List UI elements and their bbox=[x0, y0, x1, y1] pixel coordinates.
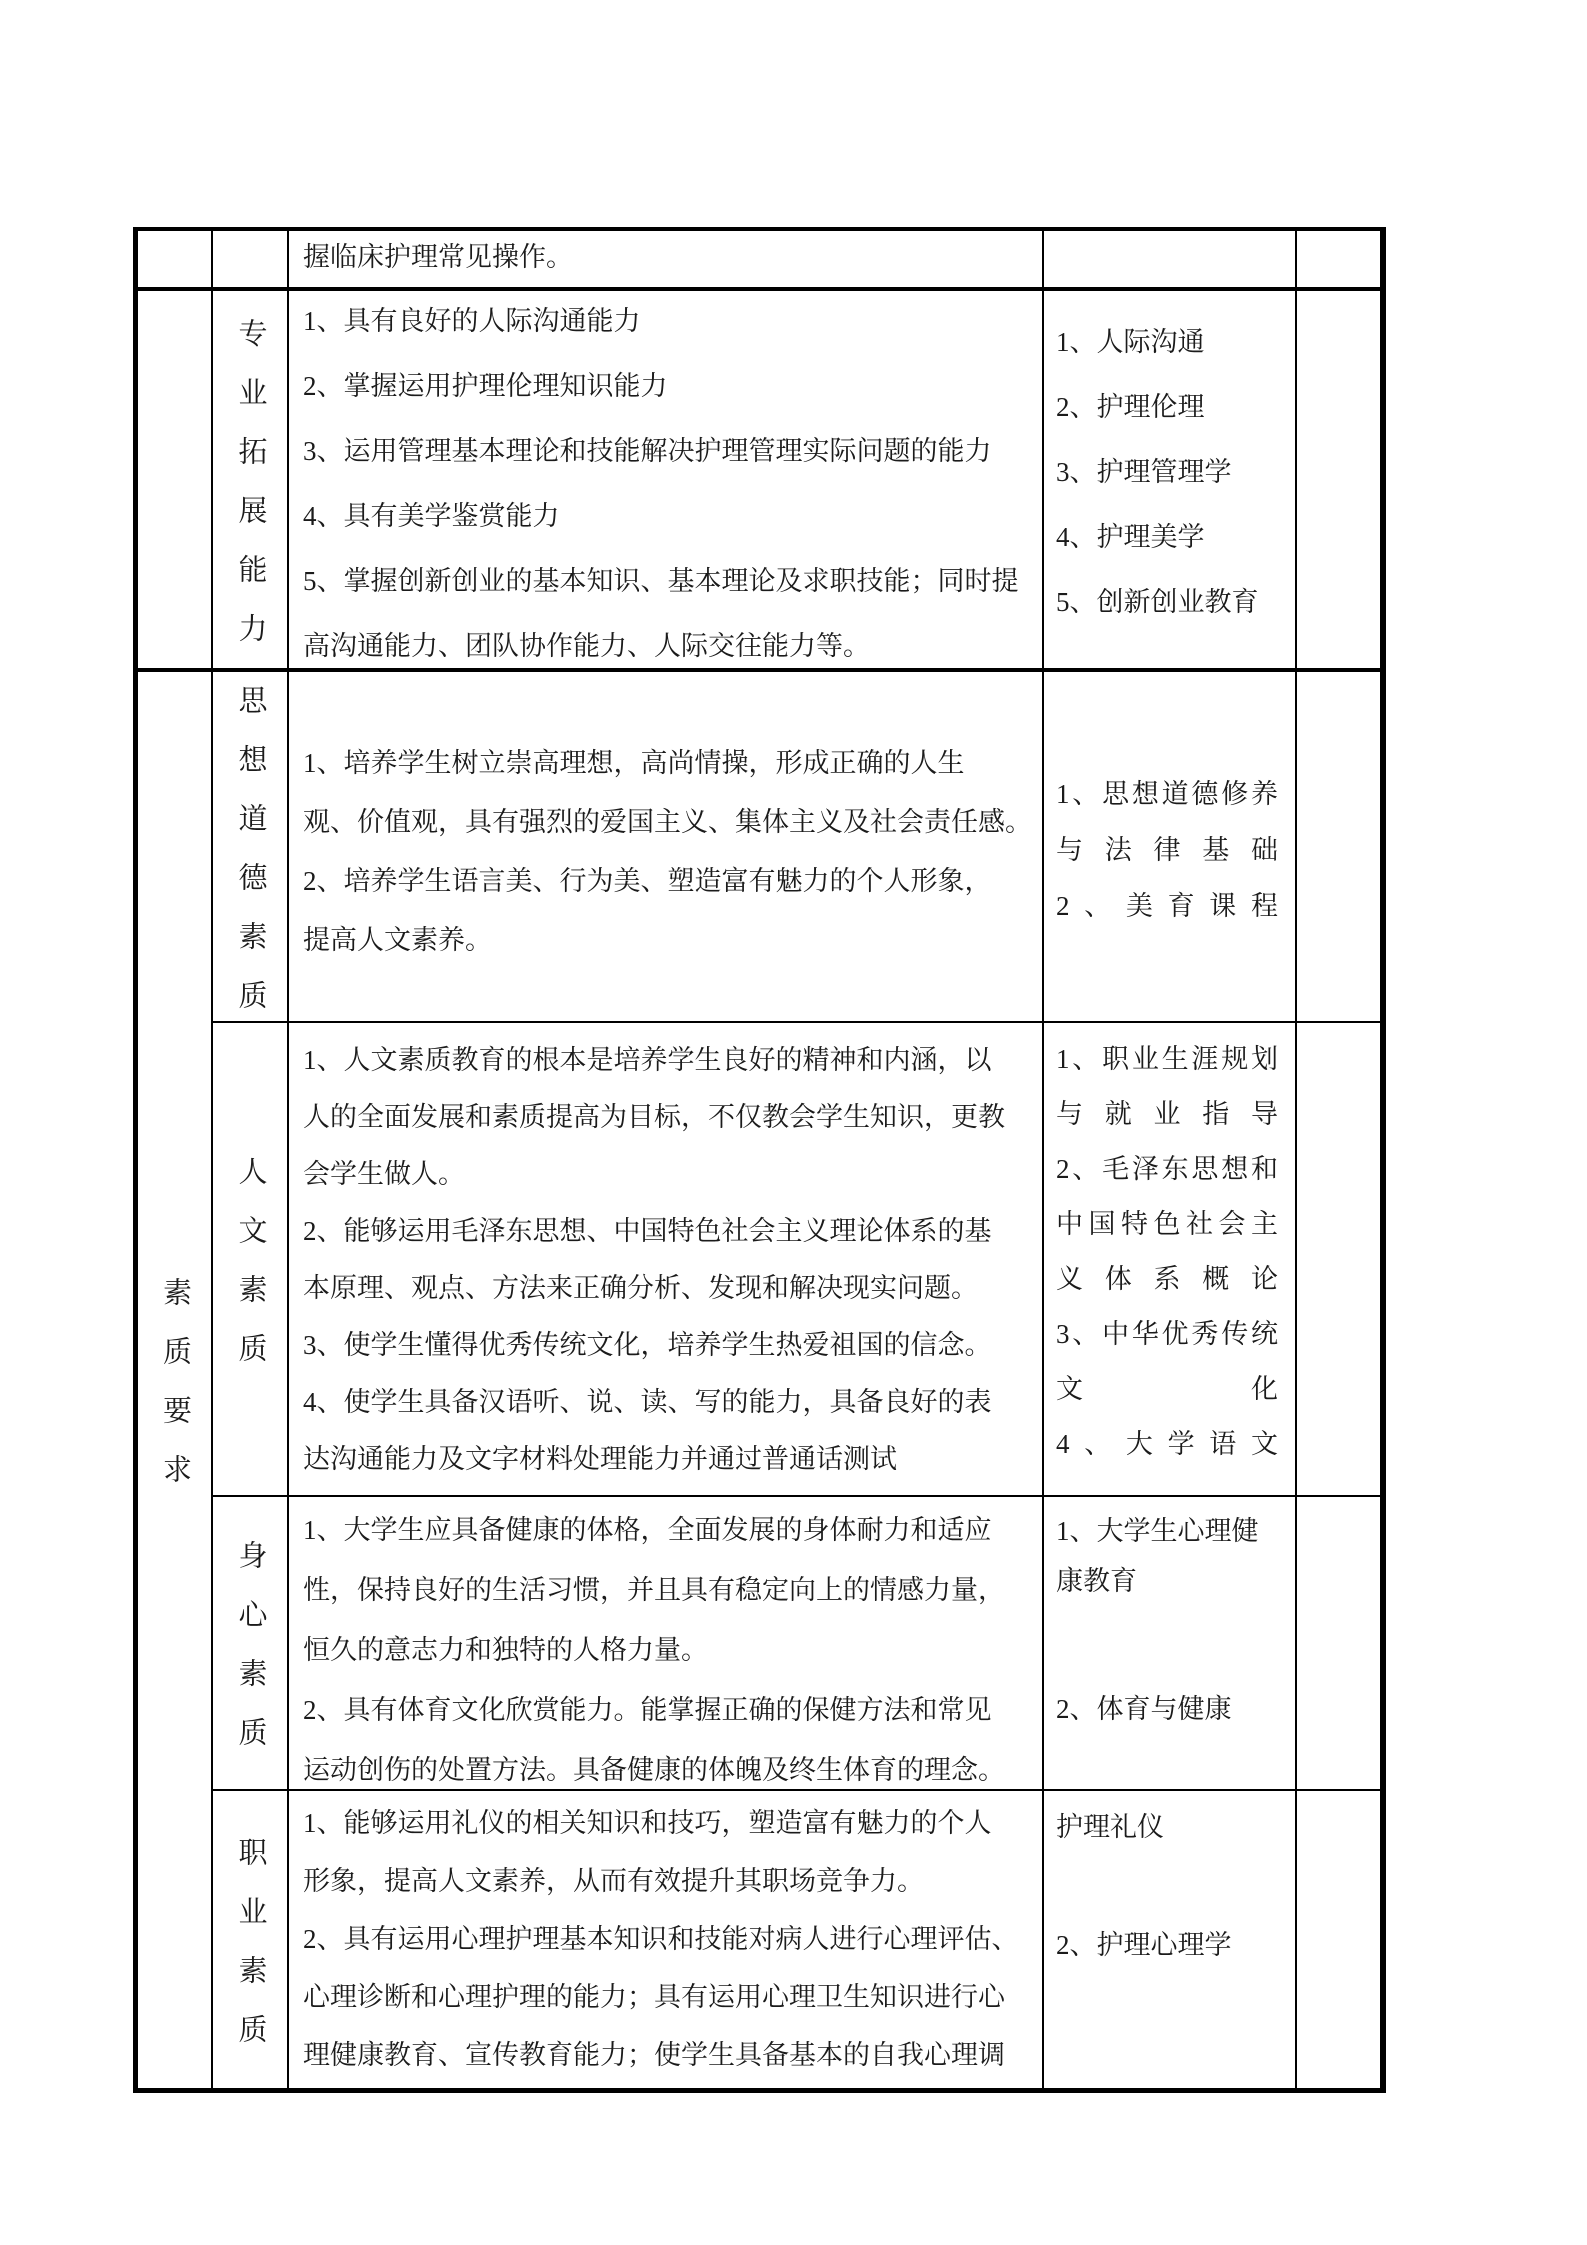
cell-continuation-text bbox=[303, 240, 1043, 274]
text-line: 人的全面发展和素质提高为目标，不仅教会学生知识，更教 bbox=[303, 1102, 1005, 1132]
text-line: 1、职业生涯规划 bbox=[1056, 1044, 1278, 1074]
vertical-label: 专业拓展能力 bbox=[234, 317, 267, 672]
text-line: 1、培养学生树立崇高理想，高尚情操，形成正确的人生 bbox=[303, 748, 965, 778]
text-line: 1、能够运用礼仪的相关知识和技巧，塑造富有魅力的个人 bbox=[303, 1808, 992, 1838]
text-line: 形象，提高人文素养，从而有效提升其职场竞争力。 bbox=[303, 1866, 924, 1896]
text-line: 护理礼仪 bbox=[1056, 1812, 1164, 1842]
text-line: 4、大学语文 bbox=[1056, 1429, 1278, 1459]
text-line: 运动创伤的处置方法。具备健康的体魄及终生体育的理念。 bbox=[303, 1755, 1005, 1785]
text-line: 观、价值观，具有强烈的爱国主义、集体主义及社会责任感。 bbox=[303, 807, 1032, 837]
cell-physical-mental-requirements bbox=[303, 1500, 1043, 1800]
cell-ideological-moral-courses bbox=[1056, 766, 1278, 934]
text-line: 2、掌握运用护理伦理知识能力 bbox=[303, 371, 668, 401]
text-line: 本原理、观点、方法来正确分析、发现和解决现实问题。 bbox=[303, 1273, 978, 1303]
text-line: 1、具有良好的人际沟通能力 bbox=[303, 306, 641, 336]
text-line: 2、具有运用心理护理基本知识和技能对病人进行心理评估、 bbox=[303, 1924, 1019, 1954]
cell-professional-quality-course-1 bbox=[1056, 1800, 1278, 1855]
vertical-label: 身心素质 bbox=[234, 1540, 267, 1776]
text-line: 1、人文素质教育的根本是培养学生良好的精神和内涵，以 bbox=[303, 1045, 992, 1075]
cell-humanistic-requirements bbox=[303, 1032, 1043, 1488]
table-border-top bbox=[133, 227, 1386, 231]
row-label-professional-quality bbox=[213, 1791, 287, 2088]
column-divider bbox=[1295, 231, 1297, 2088]
text-line: 4、护理美学 bbox=[1056, 522, 1205, 552]
vertical-label: 素质要求 bbox=[159, 1277, 191, 1513]
text-line: 3、护理管理学 bbox=[1056, 457, 1232, 487]
text-line: 2、具有体育文化欣赏能力。能掌握正确的保健方法和常见 bbox=[303, 1695, 992, 1725]
text-line: 与法律基础 bbox=[1056, 835, 1278, 865]
text-line: 义体系概论 bbox=[1056, 1264, 1278, 1294]
text-line: 达沟通能力及文字材料处理能力并通过普通话测试 bbox=[303, 1444, 897, 1474]
text-line: 性，保持良好的生活习惯，并且具有稳定向上的情感力量， bbox=[303, 1575, 1005, 1605]
row-label-ideological-moral-quality bbox=[213, 672, 287, 1039]
text-line: 1、大学生心理健 bbox=[1056, 1516, 1259, 1546]
cell-humanistic-courses bbox=[1056, 1032, 1278, 1472]
table-border-bottom bbox=[133, 2088, 1386, 2093]
cell-professional-quality-requirements bbox=[303, 1794, 1043, 2084]
text-line: 5、创新创业教育 bbox=[1056, 587, 1259, 617]
text-line: 康教育 bbox=[1056, 1566, 1137, 1596]
cell-physical-mental-course-1 bbox=[1056, 1506, 1278, 1606]
text-line: 中国特色社会主 bbox=[1056, 1209, 1278, 1239]
row-label-professional-expansion bbox=[213, 291, 287, 672]
text-line: 心理诊断和心理护理的能力；具有运用心理卫生知识进行心 bbox=[303, 1982, 1005, 2012]
text-line: 恒久的意志力和独特的人格力量。 bbox=[303, 1635, 708, 1665]
cell-professional-expansion-courses bbox=[1056, 310, 1280, 635]
text-line: 4、具有美学鉴赏能力 bbox=[303, 501, 560, 531]
text-line: 2、美育课程 bbox=[1056, 891, 1278, 921]
text-line: 3、使学生懂得优秀传统文化，培养学生热爱祖国的信念。 bbox=[303, 1330, 992, 1360]
row-divider bbox=[213, 1021, 1380, 1023]
text-line: 2、毛泽东思想和 bbox=[1056, 1154, 1278, 1184]
text-line: 与就业指导 bbox=[1056, 1099, 1278, 1129]
cell-physical-mental-course-2 bbox=[1056, 1682, 1278, 1737]
cell-professional-quality-course-2 bbox=[1056, 1918, 1278, 1973]
text-line: 2、护理心理学 bbox=[1056, 1930, 1232, 1960]
text-line: 3、运用管理基本理论和技能解决护理管理实际问题的能力 bbox=[303, 436, 992, 466]
vertical-label: 思想道德素质 bbox=[234, 684, 267, 1039]
text-line: 5、掌握创新创业的基本知识、基本理论及求职技能；同时提 bbox=[303, 566, 1019, 596]
cell-professional-expansion-requirements bbox=[303, 289, 1043, 679]
text-line: 握临床护理常见操作。 bbox=[303, 242, 573, 272]
text-line: 理健康教育、宣传教育能力；使学生具备基本的自我心理调 bbox=[303, 2040, 1005, 2070]
column-divider bbox=[287, 231, 289, 2088]
text-line: 会学生做人。 bbox=[303, 1159, 465, 1189]
row-label-physical-mental-quality bbox=[213, 1497, 287, 1789]
vertical-label: 人文素质 bbox=[234, 1156, 267, 1392]
text-line: 1、思想道德修养 bbox=[1056, 779, 1278, 809]
table-border-right bbox=[1380, 227, 1386, 2093]
text-line: 3、中华优秀传统 bbox=[1056, 1319, 1278, 1349]
text-line: 高沟通能力、团队协作能力、人际交往能力等。 bbox=[303, 631, 870, 661]
cell-ideological-moral-requirements bbox=[303, 734, 1043, 970]
text-line: 提高人文素养。 bbox=[303, 925, 492, 955]
text-line: 4、使学生具备汉语听、说、读、写的能力，具备良好的表 bbox=[303, 1387, 992, 1417]
vertical-label: 职业素质 bbox=[234, 1836, 267, 2073]
row-label-humanistic-quality bbox=[213, 1023, 287, 1495]
row-divider bbox=[213, 1495, 1380, 1497]
text-line: 2、护理伦理 bbox=[1056, 392, 1205, 422]
text-line: 2、培养学生语言美、行为美、塑造富有魅力的个人形象， bbox=[303, 866, 992, 896]
text-line: 2、能够运用毛泽东思想、中国特色社会主义理论体系的基 bbox=[303, 1216, 992, 1246]
text-line: 1、人际沟通 bbox=[1056, 327, 1205, 357]
text-line: 2、体育与健康 bbox=[1056, 1694, 1232, 1724]
section-label-quality-requirements bbox=[138, 672, 211, 2088]
text-line: 文化 bbox=[1056, 1374, 1278, 1404]
text-line: 1、大学生应具备健康的体格，全面发展的身体耐力和适应 bbox=[303, 1515, 992, 1545]
